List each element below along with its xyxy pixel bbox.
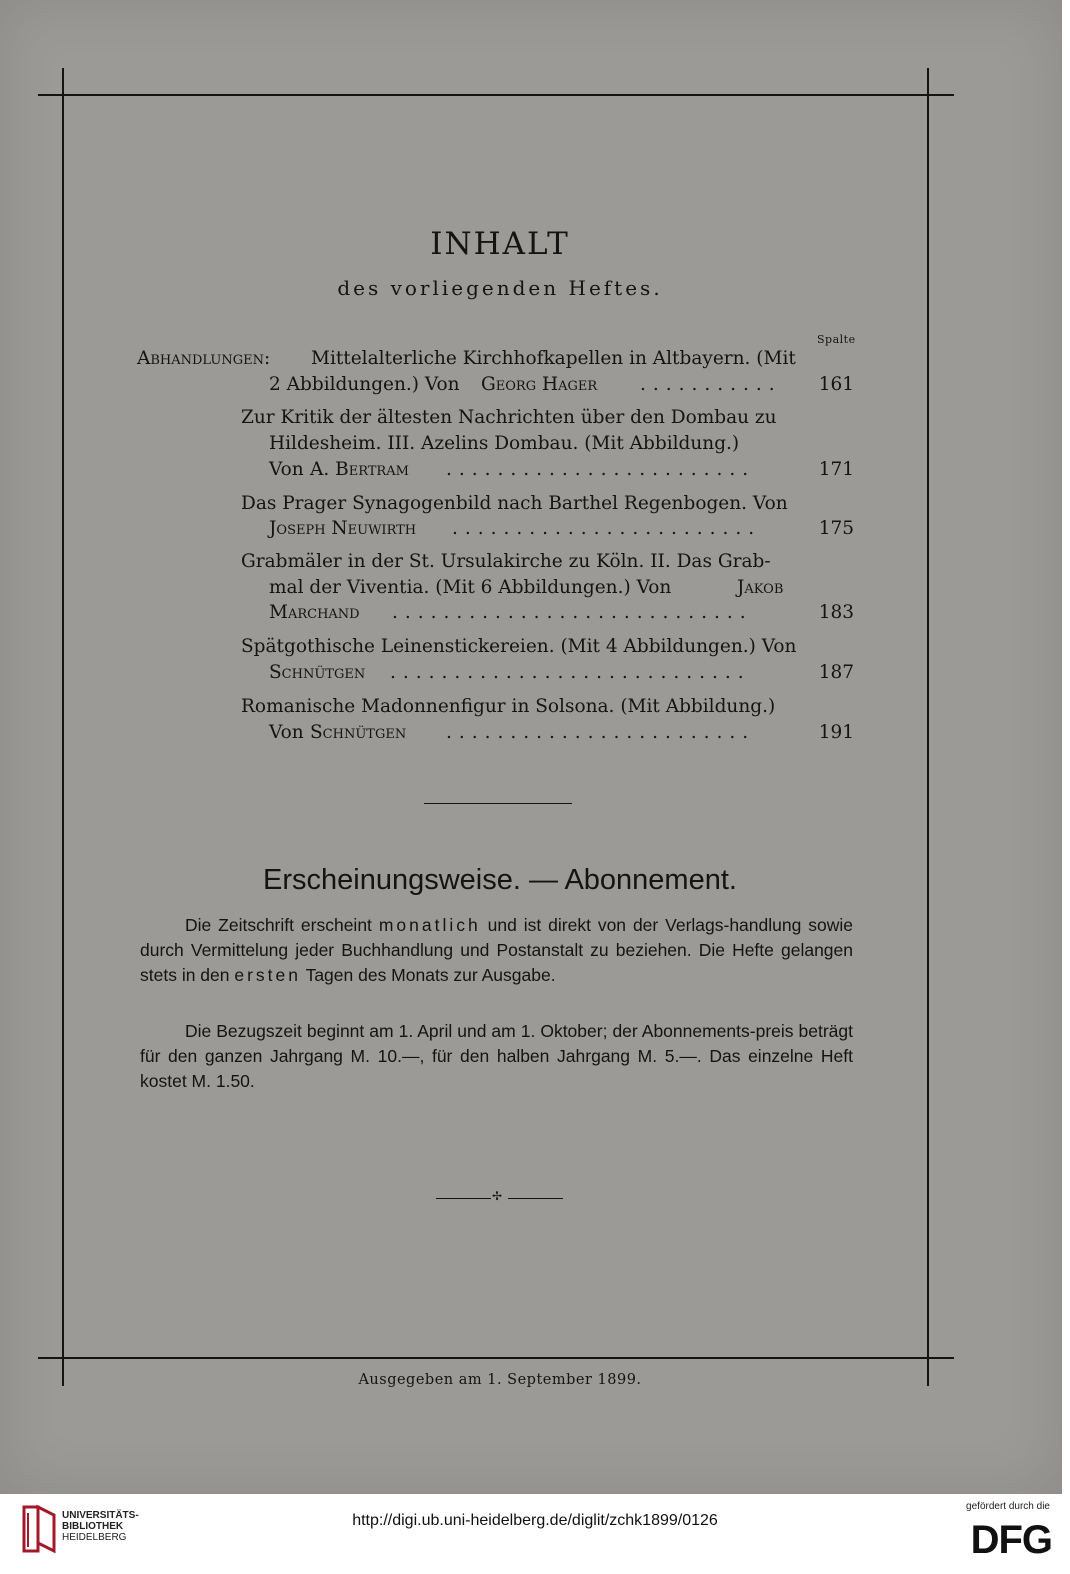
subscription-heading: Erscheinungsweise. — Abonnement. bbox=[263, 864, 737, 896]
toc-entry-5-page: 187 bbox=[818, 662, 854, 683]
page-title: INHALT bbox=[430, 226, 570, 262]
frame-right-rule bbox=[927, 68, 929, 1386]
toc-entry-4-line-1: Grabmäler in der St. Ursulakirche zu Köln. II. Das Grab- bbox=[241, 551, 771, 572]
toc-entry-1-line-2: 2 Abbildungen.) Von bbox=[269, 374, 460, 395]
frame-top-rule bbox=[38, 94, 954, 96]
toc-entry-6-leader: ........................ bbox=[446, 722, 756, 743]
toc-entry-3-author: Joseph Neuwirth bbox=[269, 518, 417, 539]
toc-entry-4-leader: ............................ bbox=[392, 602, 753, 623]
toc-entry-6-line-1: Romanische Madonnenfigur in Solsona. (Mit Abbildung.) bbox=[241, 696, 776, 717]
toc-entry-4-author-first: Jakob bbox=[737, 577, 784, 598]
toc-entry-2-leader: ........................ bbox=[446, 459, 756, 480]
ornament-left-line bbox=[436, 1198, 491, 1199]
permalink-url[interactable]: http://digi.ub.uni-heidelberg.de/diglit/zchk1899/0126 bbox=[352, 1512, 718, 1529]
section-divider bbox=[424, 803, 572, 804]
toc-entry-2-line-2: Hildesheim. III. Azelins Dombau. (Mit Abbildung.) bbox=[269, 433, 740, 454]
toc-entry-1-page: 161 bbox=[818, 374, 854, 395]
toc-entry-2-line-1: Zur Kritik der ältesten Nachrichten über den Dombau zu bbox=[241, 407, 777, 428]
toc-entry-6-line-2: Von bbox=[269, 722, 304, 743]
toc-entry-5-author: Schnütgen bbox=[269, 662, 366, 683]
toc-entry-5-line-1: Spätgothische Leinenstickereien. (Mit 4 Abbildungen.) Von bbox=[241, 636, 797, 657]
subscription-paragraph-1 bbox=[140, 913, 853, 988]
library-line-1: UNIVERSITÄTS- bbox=[62, 1510, 139, 1521]
frame-left-rule bbox=[62, 68, 64, 1386]
toc-entry-2-page: 171 bbox=[818, 459, 854, 480]
toc-entry-3-leader: ........................ bbox=[452, 518, 762, 539]
p1-text-a: Die Zeitschrift erscheint bbox=[185, 915, 372, 935]
toc-entry-4-line-2: mal der Viventia. (Mit 6 Abbildungen.) Von bbox=[269, 577, 672, 598]
toc-entry-3-page: 175 bbox=[818, 518, 854, 539]
toc-entry-1-author: Georg Hager bbox=[481, 374, 598, 395]
p1-spaced-monatlich: monatlich bbox=[378, 915, 481, 935]
ornament-icon: ✢ bbox=[492, 1189, 503, 1203]
toc-entry-6-author: Schnütgen bbox=[310, 722, 407, 743]
toc-entry-4-page: 183 bbox=[818, 602, 854, 623]
toc-entry-1-leader: ........... bbox=[640, 374, 782, 395]
page-subtitle: des vorliegenden Heftes. bbox=[337, 276, 663, 300]
toc-entry-4-author: Marchand bbox=[269, 602, 360, 623]
toc-entry-2-line-3: Von bbox=[269, 459, 304, 480]
toc-entry-3-line-1: Das Prager Synagogenbild nach Barthel Regenbogen. Von bbox=[241, 493, 788, 514]
ornament-right-line bbox=[508, 1198, 563, 1199]
toc-entry-2-author: A. Bertram bbox=[310, 459, 409, 480]
toc-section-label: Abhandlungen: bbox=[137, 348, 271, 369]
column-label: Spalte bbox=[817, 333, 856, 346]
p1-spaced-ersten: ersten bbox=[234, 965, 302, 985]
dfg-logo: DFG bbox=[970, 1518, 1052, 1562]
library-line-3: HEIDELBERG bbox=[62, 1532, 127, 1543]
issue-date: Ausgegeben am 1. September 1899. bbox=[358, 1372, 642, 1388]
library-line-2: BIBLIOTHEK bbox=[62, 1521, 124, 1532]
toc-entry-6-page: 191 bbox=[818, 722, 854, 743]
viewer-bar bbox=[0, 1494, 1070, 1574]
p1-text-c: Tagen des Monats zur Ausgabe. bbox=[305, 965, 556, 985]
frame-bottom-rule bbox=[38, 1357, 954, 1359]
toc-entry-5-leader: ............................ bbox=[390, 662, 751, 683]
toc-entry-1-line-1: Mittelalterliche Kirchhofkapellen in Altbayern. (Mit bbox=[311, 348, 796, 369]
p1-text-b: und ist direkt von der Verlags-handlung sowie durch Vermittelung jeder Buchhandlung und Postanstalt zu beziehen. Die Hefte gelangen stets in den bbox=[140, 915, 853, 985]
subscription-paragraph-2: Die Bezugszeit beginnt am 1. April und am 1. Oktober; der Abonnements-preis beträgt für den ganzen Jahrgang M. 10.—, für den halben Jahrgang M. 5.—. Das einzelne Heft kostet M. 1.50. bbox=[140, 1021, 853, 1091]
funded-by-label: gefördert durch die bbox=[966, 1501, 1050, 1512]
